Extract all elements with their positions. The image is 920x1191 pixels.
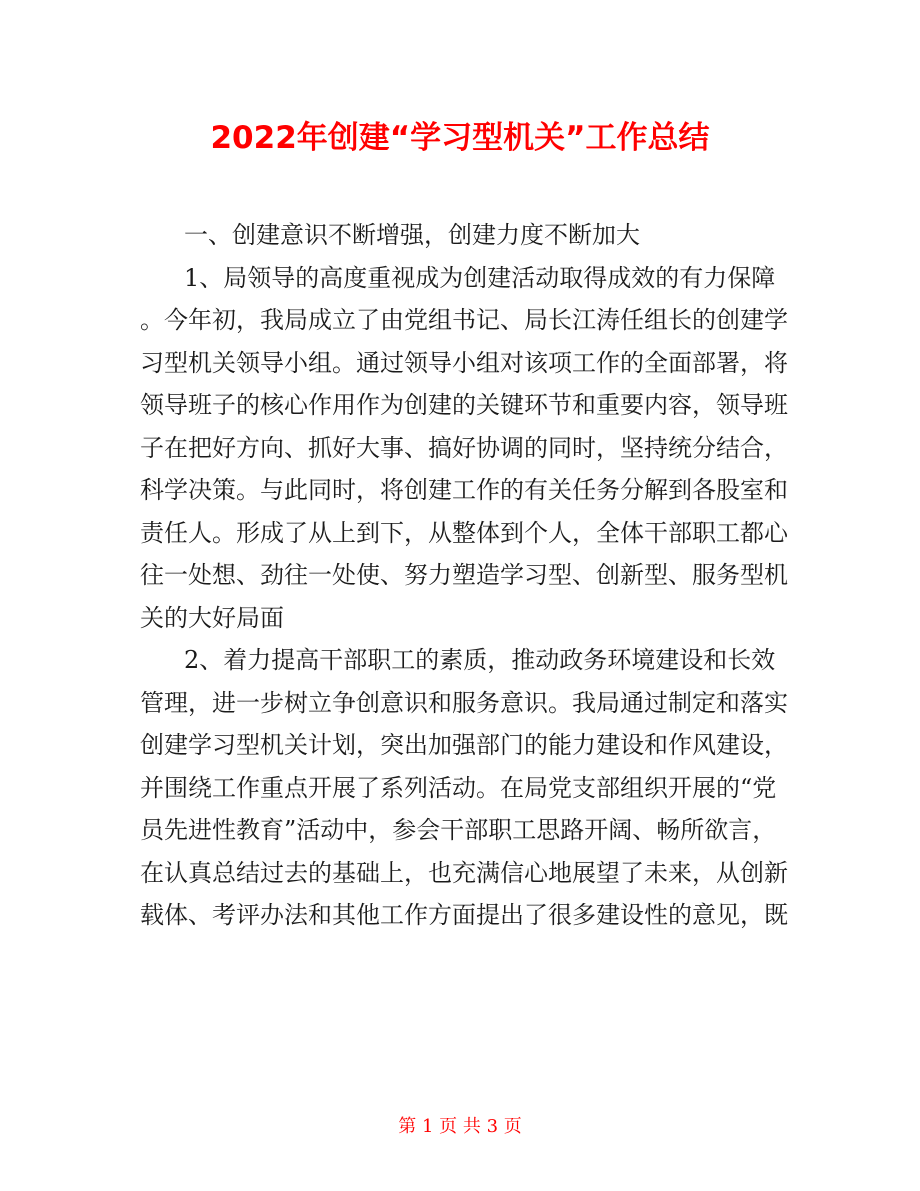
paragraph-2-line-5: 员先进性教育”活动中，参会干部职工思路开阔、畅所欲言， (140, 816, 777, 844)
paragraph-1-line-6: 科学决策。与此同时，将创建工作的有关任务分解到各股室和 (140, 476, 788, 504)
paragraph-2-line-1: 2、着力提高干部职工的素质，推动政务环境建设和长效 (184, 646, 776, 674)
paragraph-2-line-3: 创建学习型机关计划，突出加强部门的能力建设和作风建设， (140, 731, 788, 759)
section-heading: 一、创建意识不断增强，创建力度不断加大 (184, 221, 640, 249)
paragraph-1-line-4: 领导班子的核心作用作为创建的关键环节和重要内容，领导班 (140, 391, 788, 419)
paragraph-1-line-9: 关的大好局面 (140, 603, 284, 632)
document-title: 2022年创建“学习型机关”工作总结 (210, 120, 710, 156)
paragraph-1-line-7: 责任人。形成了从上到下，从整体到个人，全体干部职工都心 (140, 518, 788, 547)
paragraph-1-line-8: 往一处想、劲往一处使、努力塑造学习型、创新型、服务型机 (140, 561, 788, 589)
paragraph-1-line-5: 子在把好方向、抓好大事、搞好协调的同时，坚持统分结合， (140, 433, 788, 462)
paragraph-2-line-4: 并围绕工作重点开展了系列活动。在局党支部组织开展的“党 (140, 773, 777, 802)
document-body (140, 214, 792, 937)
paragraph-2-line-7: 载体、考评办法和其他工作方面提出了很多建设性的意见，既 (140, 901, 788, 929)
paragraph-1-line-2: 。今年初，我局成立了由党组书记、局长江涛任组长的创建学 (140, 306, 788, 334)
paragraph-1-line-1: 1、局领导的高度重视成为创建活动取得成效的有力保障 (184, 263, 776, 292)
paragraph-1-line-3: 习型机关领导小组。通过领导小组对该项工作的全面部署，将 (140, 348, 788, 377)
page-footer: 第 1 页 共 3 页 (398, 1116, 522, 1137)
paragraph-2-line-2: 管理，进一步树立争创意识和服务意识。我局通过制定和落实 (140, 688, 788, 717)
paragraph-2-line-6: 在认真总结过去的基础上，也充满信心地展望了未来，从创新 (140, 858, 788, 887)
